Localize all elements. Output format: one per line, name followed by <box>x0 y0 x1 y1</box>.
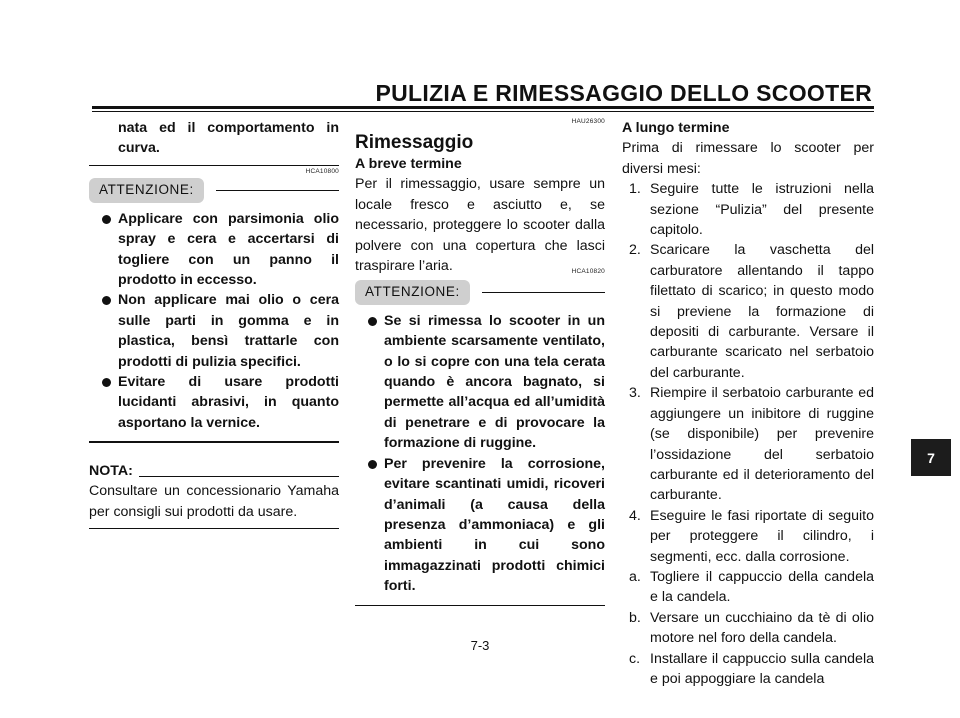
note-text: Consultare un concessionario Yamaha per consigli sui prodotti da usare. <box>89 483 339 520</box>
note-header <box>89 461 339 481</box>
page-number: 7-3 <box>470 638 490 653</box>
divider <box>89 441 339 443</box>
list-item: a. Togliere il cappuccio della candela e la candela. <box>629 568 874 606</box>
column-left <box>89 118 339 529</box>
list-item: 3. Riempire il serbatoio carburante ed aggiungere un inibitore di ruggine (se disponibile) per prevenire l’ossidazione del serbatoio carburante ed il deterioramento del carburante. <box>629 385 874 504</box>
bullet-icon <box>368 317 377 326</box>
caution-header <box>89 178 339 202</box>
subsection-title: A lungo termine <box>622 120 730 136</box>
caution-line <box>482 292 605 294</box>
divider <box>89 165 339 167</box>
list-item: Se si rimessa lo scooter in un ambiente scarsamente ventilato, o lo si copre con una tela cerata quando è ancora bagnato, si permette all’acqua ed all’umidità di penetrare e di provocare la formazione di ruggine. <box>355 311 605 454</box>
list-item: 2. Scaricare la vaschetta del carburatore allentando il tappo filettato di scarico; in questo modo si previene la formazione di depositi di carburante. Versare il carburante scaricato nel serbatoio del carburante. <box>629 242 874 381</box>
header-rule-thin <box>92 111 874 112</box>
chapter-tab[interactable]: 7 <box>911 439 951 476</box>
paragraph: Prima di rimessare lo scooter per diversi mesi: <box>622 140 874 177</box>
list-item: Applicare con parsimonia olio spray e cera e accertarsi di togliere con un panno il prodotto in eccesso. <box>89 209 339 291</box>
header-rule <box>92 106 874 109</box>
caution-badge: ATTENZIONE: <box>89 178 204 202</box>
list-item: b. Versare un cucchiaino da tè di olio motore nel foro della candela. <box>629 609 874 647</box>
note-label: NOTA: <box>89 462 133 479</box>
list-item: Evitare di usare prodotti lucidanti abrasivi, in quanto asportano la vernice. <box>89 372 339 433</box>
column-middle <box>355 118 605 606</box>
reference-code: HCA10800 <box>305 168 339 176</box>
intro-text: nata ed il comportamento in curva. <box>118 120 339 157</box>
bullet-icon <box>368 460 377 469</box>
list-item: 4. Eseguire le fasi riportate di seguito per proteggere il cilindro, i segmenti, ecc. dalla corrosione. <box>629 507 874 565</box>
bullet-icon <box>102 378 111 387</box>
caution-line <box>216 190 339 192</box>
note-line <box>139 476 339 477</box>
list-item: Non applicare mai olio o cera sulle parti in gomma e in plastica, bensì trattarle con prodotti di pulizia specifici. <box>89 290 339 372</box>
bullet-icon <box>102 296 111 305</box>
list-item: Per prevenire la corrosione, evitare scantinati umidi, ricoveri d’animali (a causa della presenza d’ammoniaca) e gli ambienti in cui sono immagazzinati prodotti chimici forti. <box>355 454 605 597</box>
divider <box>89 528 339 529</box>
section-title: Rimessaggio <box>355 132 474 153</box>
paragraph: Per il rimessaggio, usare sempre un locale fresco e asciutto e, se necessario, proteggere lo scooter dalla polvere con una copertura che lasci traspirare l’aria. <box>355 176 605 275</box>
list-item: 1. Seguire tutte le istruzioni nella sezione “Pulizia” del presente capitolo. <box>629 181 874 239</box>
steps-list <box>622 179 874 689</box>
subsection-title: A breve termine <box>355 156 462 172</box>
page-header-title: PULIZIA E RIMESSAGGIO DELLO SCOOTER <box>375 80 872 106</box>
bullet-icon <box>102 215 111 224</box>
reference-code: HCA10820 <box>571 268 605 276</box>
column-right <box>622 118 874 689</box>
list-item: c. Installare il cappuccio sulla candela e poi appoggiare la candela <box>629 650 874 687</box>
divider <box>355 605 605 607</box>
caution-header <box>355 280 605 304</box>
caution-list <box>89 209 339 433</box>
caution-list <box>355 311 605 597</box>
reference-code: HAU26300 <box>571 118 605 125</box>
caution-badge: ATTENZIONE: <box>355 280 470 304</box>
